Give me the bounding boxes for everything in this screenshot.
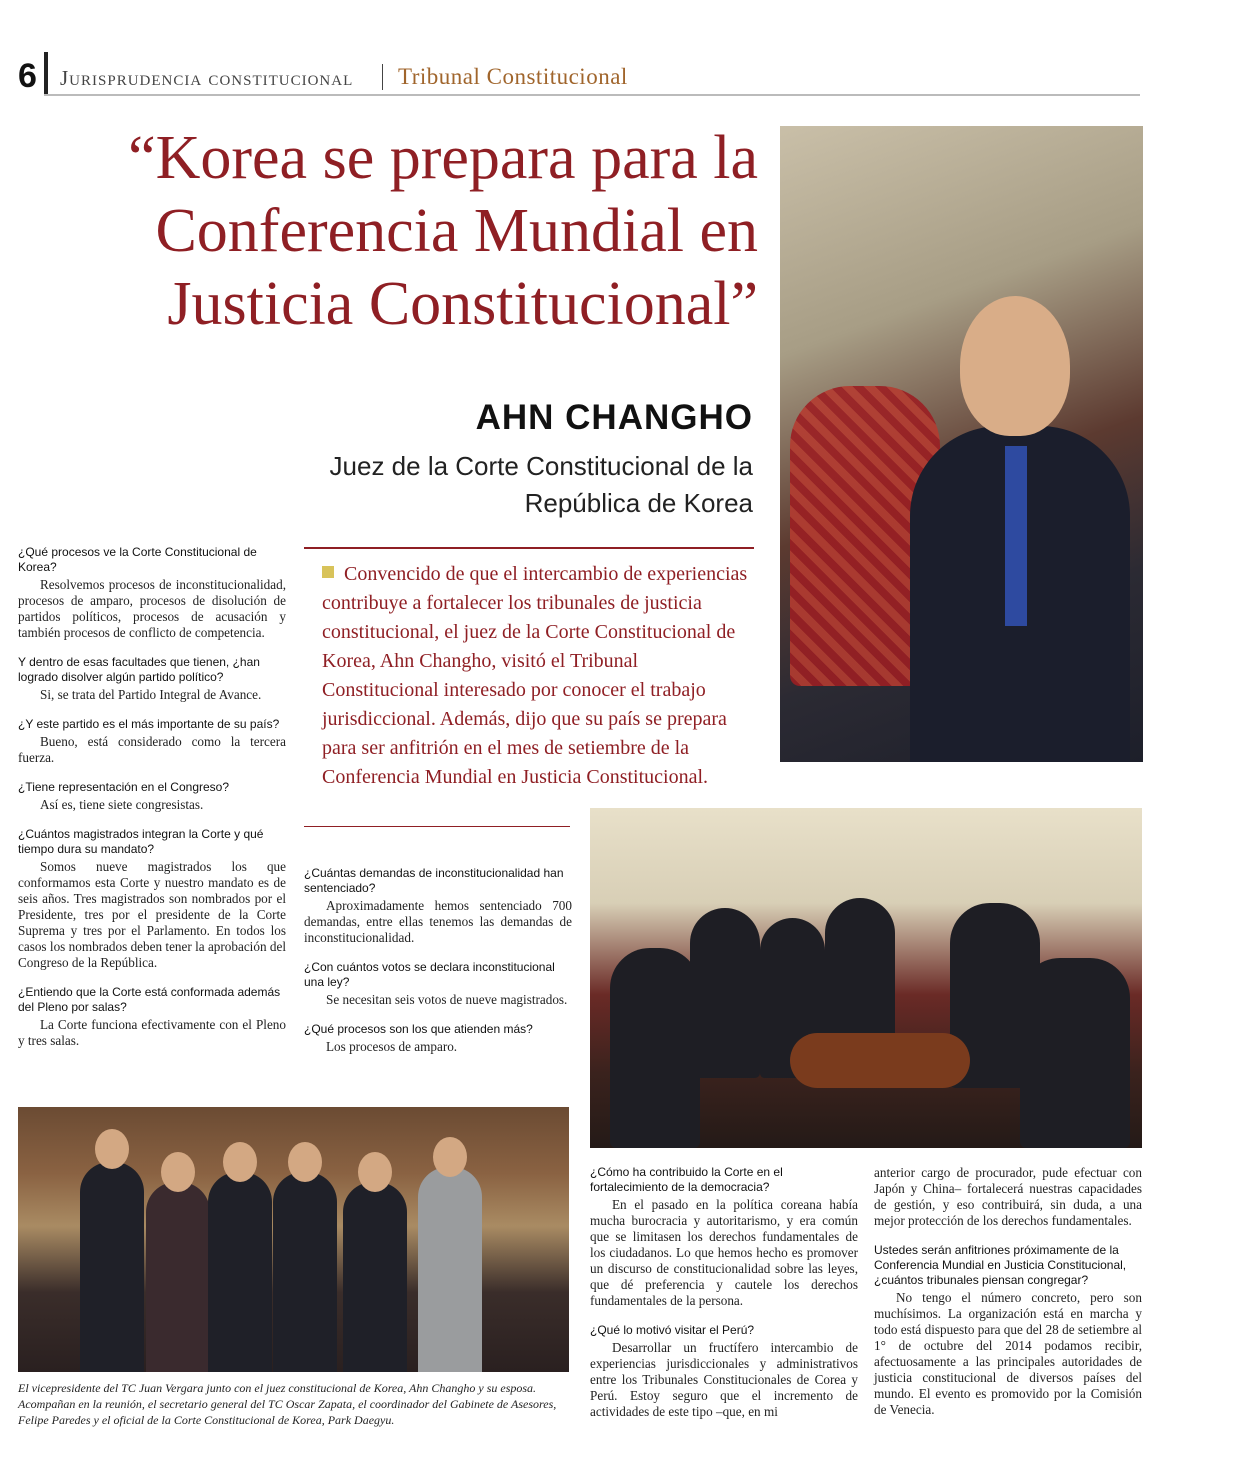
person	[80, 1162, 144, 1372]
answer: Así es, tiene siete congresistas.	[40, 797, 204, 812]
person	[1020, 958, 1130, 1148]
qa-item	[590, 1323, 858, 1420]
face	[358, 1152, 392, 1192]
face	[95, 1129, 129, 1169]
person	[273, 1172, 337, 1372]
person	[343, 1182, 407, 1372]
qa-item	[874, 1165, 1142, 1229]
tie	[1005, 446, 1027, 626]
question: Y dentro de esas facultades que tienen, ¿han logrado disolver algún partido político?	[18, 655, 260, 684]
question: ¿Qué lo motivó visitar el Perú?	[590, 1323, 755, 1337]
interviewee-name: AHN CHANGHO	[475, 398, 753, 437]
question: ¿Cuántas demandas de inconstitucionalidad han sentenciado?	[304, 866, 564, 895]
lead-bottom-rule	[304, 826, 570, 827]
qa-item	[18, 717, 286, 766]
question: ¿Con cuántos votos se declara inconstitucional una ley?	[304, 960, 555, 989]
answer: Somos nueve magistrados los que conformamos esta Corte y nuestro mandato es de seis años. Tres magistrados son nombrados por el Presidente, tres por el presidente de la Corte Suprema y tres por el Parlamento. En todos los casos los nombrados deben tener la aprobación del Congreso de la República.	[18, 859, 286, 970]
qa-item	[304, 866, 572, 946]
question: ¿Cómo ha contribuido la Corte en el fortalecimiento de la democracia?	[590, 1165, 783, 1194]
headline-line: Justicia Constitucional”	[167, 270, 758, 338]
person	[610, 948, 700, 1148]
photo-caption: El vicepresidente del TC Juan Vergara junto con el juez constitucional de Korea, Ahn Changho y su esposa. Acompañan en la reunión, el secretario general del TC Oscar Zapata, el coordinador del Gabinete de Asesores, Felipe Paredes y el oficial de la Corte Constitucional de Korea, Park Daegyu.	[18, 1381, 557, 1427]
lead-text: Convencido de que el intercambio de experiencias contribuye a fortalecer los tribunales de justicia constitucional, el juez de la Corte Constitucional de Korea, Ahn Changho, visitó el Tribunal Constitucional interesado por conocer el trabajo jurisdiccional. Además, dijo que su país se prepara para ser anfitrión en el mes de setiembre de la Conferencia Mundial en Justicia Constitucional.	[322, 563, 748, 788]
answer: Resolvemos procesos de inconstitucionalidad, procesos de amparo, procesos de disolución de partidos políticos, procesos de acusación y también procesos de conflicto de competencia.	[18, 577, 286, 640]
question: Ustedes serán anfitriones próximamente de la Conferencia Mundial en Justicia Constitucional, ¿cuántos tribunales piensan congregar?	[874, 1243, 1127, 1287]
role-line: República de Korea	[524, 488, 753, 518]
group-photo	[18, 1107, 569, 1372]
question: ¿Entiendo que la Corte está conformada además del Pleno por salas?	[18, 985, 281, 1014]
header-bar	[44, 52, 48, 96]
qa-item	[18, 827, 286, 971]
question: ¿Qué procesos son los que atienden más?	[304, 1022, 533, 1036]
answer: Los procesos de amparo.	[326, 1039, 458, 1054]
qa-item	[304, 1022, 572, 1055]
qa-item	[18, 985, 286, 1049]
answer: En el pasado en la política coreana había mucha burocracia y autoritarismo, y era común que se limitasen los derechos fundamentales de los ciudadanos. Lo que hemos hecho es promover un discurso de constitucionalidad sobre las leyes, que dé preferencia y cautele los derechos fundamentales de la persona.	[590, 1197, 858, 1308]
header-rule	[44, 94, 1140, 96]
coffee-table	[790, 1033, 970, 1088]
headline-line: Conferencia Mundial en	[155, 197, 758, 265]
answer: Desarrollar un fructífero intercambio de experiencias jurisdiccionales y administrativos entre los Tribunales Constitucionales de Corea y Perú. Estoy seguro que el incremento de actividades de este tipo –que, en mi	[590, 1340, 858, 1419]
question: ¿Y este partido es el más importante de su país?	[18, 717, 280, 731]
meeting-photo	[590, 808, 1142, 1148]
headline-line: “Korea se prepara para la	[128, 124, 758, 192]
face	[223, 1142, 257, 1182]
answer: Si, se trata del Partido Integral de Avance.	[40, 687, 262, 702]
question: ¿Tiene representación en el Congreso?	[18, 780, 230, 794]
question: ¿Qué procesos ve la Corte Constitucional de Korea?	[18, 545, 257, 574]
answer: No tengo el número concreto, pero son muchísimos. La organización está en marcha y todo está dispuesto para que del 28 de setiembre al 1° de octubre del 2014 podamos recibir, afectuosamente a las principales autoridades de justicia constitucional de diversos países del mundo. El evento es promovido por la Comisión de Venecia.	[874, 1290, 1142, 1417]
qa-item	[18, 780, 286, 813]
column-4	[874, 1165, 1142, 1432]
answer: Bueno, está considerado como la tercera fuerza.	[18, 734, 286, 765]
header-divider	[382, 64, 383, 90]
person	[146, 1182, 210, 1372]
section-title: Jurisprudencia constitucional	[60, 66, 354, 90]
answer: Se necesitan seis votos de nueve magistrados.	[326, 992, 568, 1007]
qa-item	[304, 960, 572, 1008]
answer: La Corte funciona efectivamente con el Pleno y tres salas.	[18, 1017, 286, 1048]
headline	[18, 122, 758, 341]
qa-item	[18, 545, 286, 641]
answer: anterior cargo de procurador, pude efectuar con Japón y China– fortalecerá nuestras capacidades de gestión, y eso contribuirá, sin duda, a una mejor protección de los derechos fundamentales.	[874, 1165, 1142, 1228]
role-line: Juez de la Corte Constitucional de la	[329, 451, 753, 481]
lead-top-rule	[304, 547, 754, 549]
lead-paragraph	[322, 560, 754, 792]
interviewee-photo	[780, 126, 1143, 762]
face	[433, 1137, 467, 1177]
qa-item	[18, 655, 286, 703]
person	[208, 1172, 272, 1372]
person	[418, 1167, 482, 1372]
interviewee-role	[230, 448, 753, 522]
face	[288, 1142, 322, 1182]
square-marker-icon	[322, 566, 334, 578]
qa-item	[874, 1243, 1142, 1418]
page-number: 6	[18, 57, 37, 95]
face	[960, 296, 1070, 436]
question: ¿Cuántos magistrados integran la Corte y qué tiempo dura su mandato?	[18, 827, 264, 856]
answer: Aproximadamente hemos sentenciado 700 demandas, entre ellas tenemos las demandas de inconstitucionalidad.	[304, 898, 572, 945]
qa-item	[590, 1165, 858, 1309]
column-1	[18, 545, 286, 1063]
person	[690, 908, 760, 1078]
column-2	[304, 866, 572, 1069]
column-3	[590, 1165, 858, 1434]
face	[161, 1152, 195, 1192]
publication-title: Tribunal Constitucional	[398, 64, 628, 89]
